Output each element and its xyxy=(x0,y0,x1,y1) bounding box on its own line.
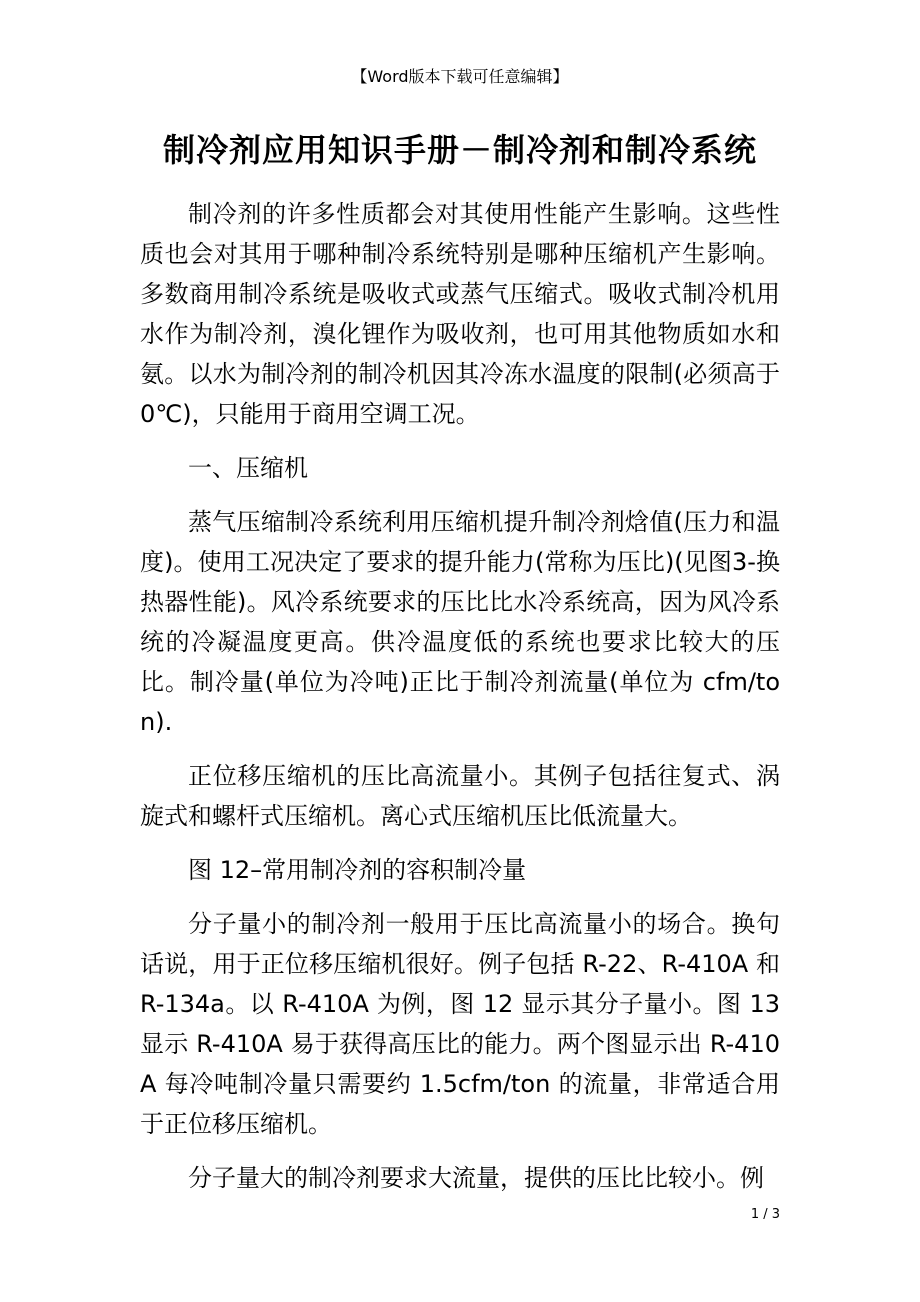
section-heading-compressor: 一、压缩机 xyxy=(188,454,308,482)
document-body xyxy=(140,194,780,1212)
page-number: 1 / 3 xyxy=(750,1207,780,1222)
paragraph-positive-displacement: 正位移压缩机的压比高流量小。其例子包括往复式、涡旋式和螺杆式压缩机。离心式压缩机压比低流量大。 xyxy=(140,762,780,830)
header-note: 【Word版本下载可任意编辑】 xyxy=(351,67,569,86)
paragraph-small-molecular-weight: 分子量小的制冷剂一般用于压比高流量小的场合。换句话说，用于正位移压缩机很好。例子包括 R-22、R-410A 和 R-134a。以 R-410A 为例，图 12 显示其分子量小。图 13 显示 R-410A 易于获得高压比的能力。两个图显示出 R-410A 每冷吨制冷量只需要约 1.5cfm/ton 的流量，非常适合用于正位移压缩机。 xyxy=(140,910,780,1138)
document-title: 制冷剂应用知识手册－制冷剂和制冷系统 xyxy=(162,131,757,169)
figure-caption-12: 图 12–常用制冷剂的容积制冷量 xyxy=(188,856,527,884)
paragraph-vapor-compression: 蒸气压缩制冷系统利用压缩机提升制冷剂焓值(压力和温度)。使用工况决定了要求的提升能力(常称为压比)(见图3-换热器性能)。风冷系统要求的压比比水冷系统高，因为风冷系统的冷凝温度更高。供冷温度低的系统也要求比较大的压比。制冷量(单位为冷吨)正比于制冷剂流量(单位为 cfm/ton). xyxy=(140,508,780,736)
paragraph-large-molecular-weight: 分子量大的制冷剂要求大流量，提供的压比比较小。例 xyxy=(188,1164,764,1192)
paragraph-intro: 制冷剂的许多性质都会对其使用性能产生影响。这些性质也会对其用于哪种制冷系统特别是哪种压缩机产生影响。多数商用制冷系统是吸收式或蒸气压缩式。吸收式制冷机用水作为制冷剂，溴化锂作为吸收剂，也可用其他物质如水和氨。以水为制冷剂的制冷机因其冷冻水温度的限制(必须高于 0℃)，只能用于商用空调工况。 xyxy=(140,200,780,428)
